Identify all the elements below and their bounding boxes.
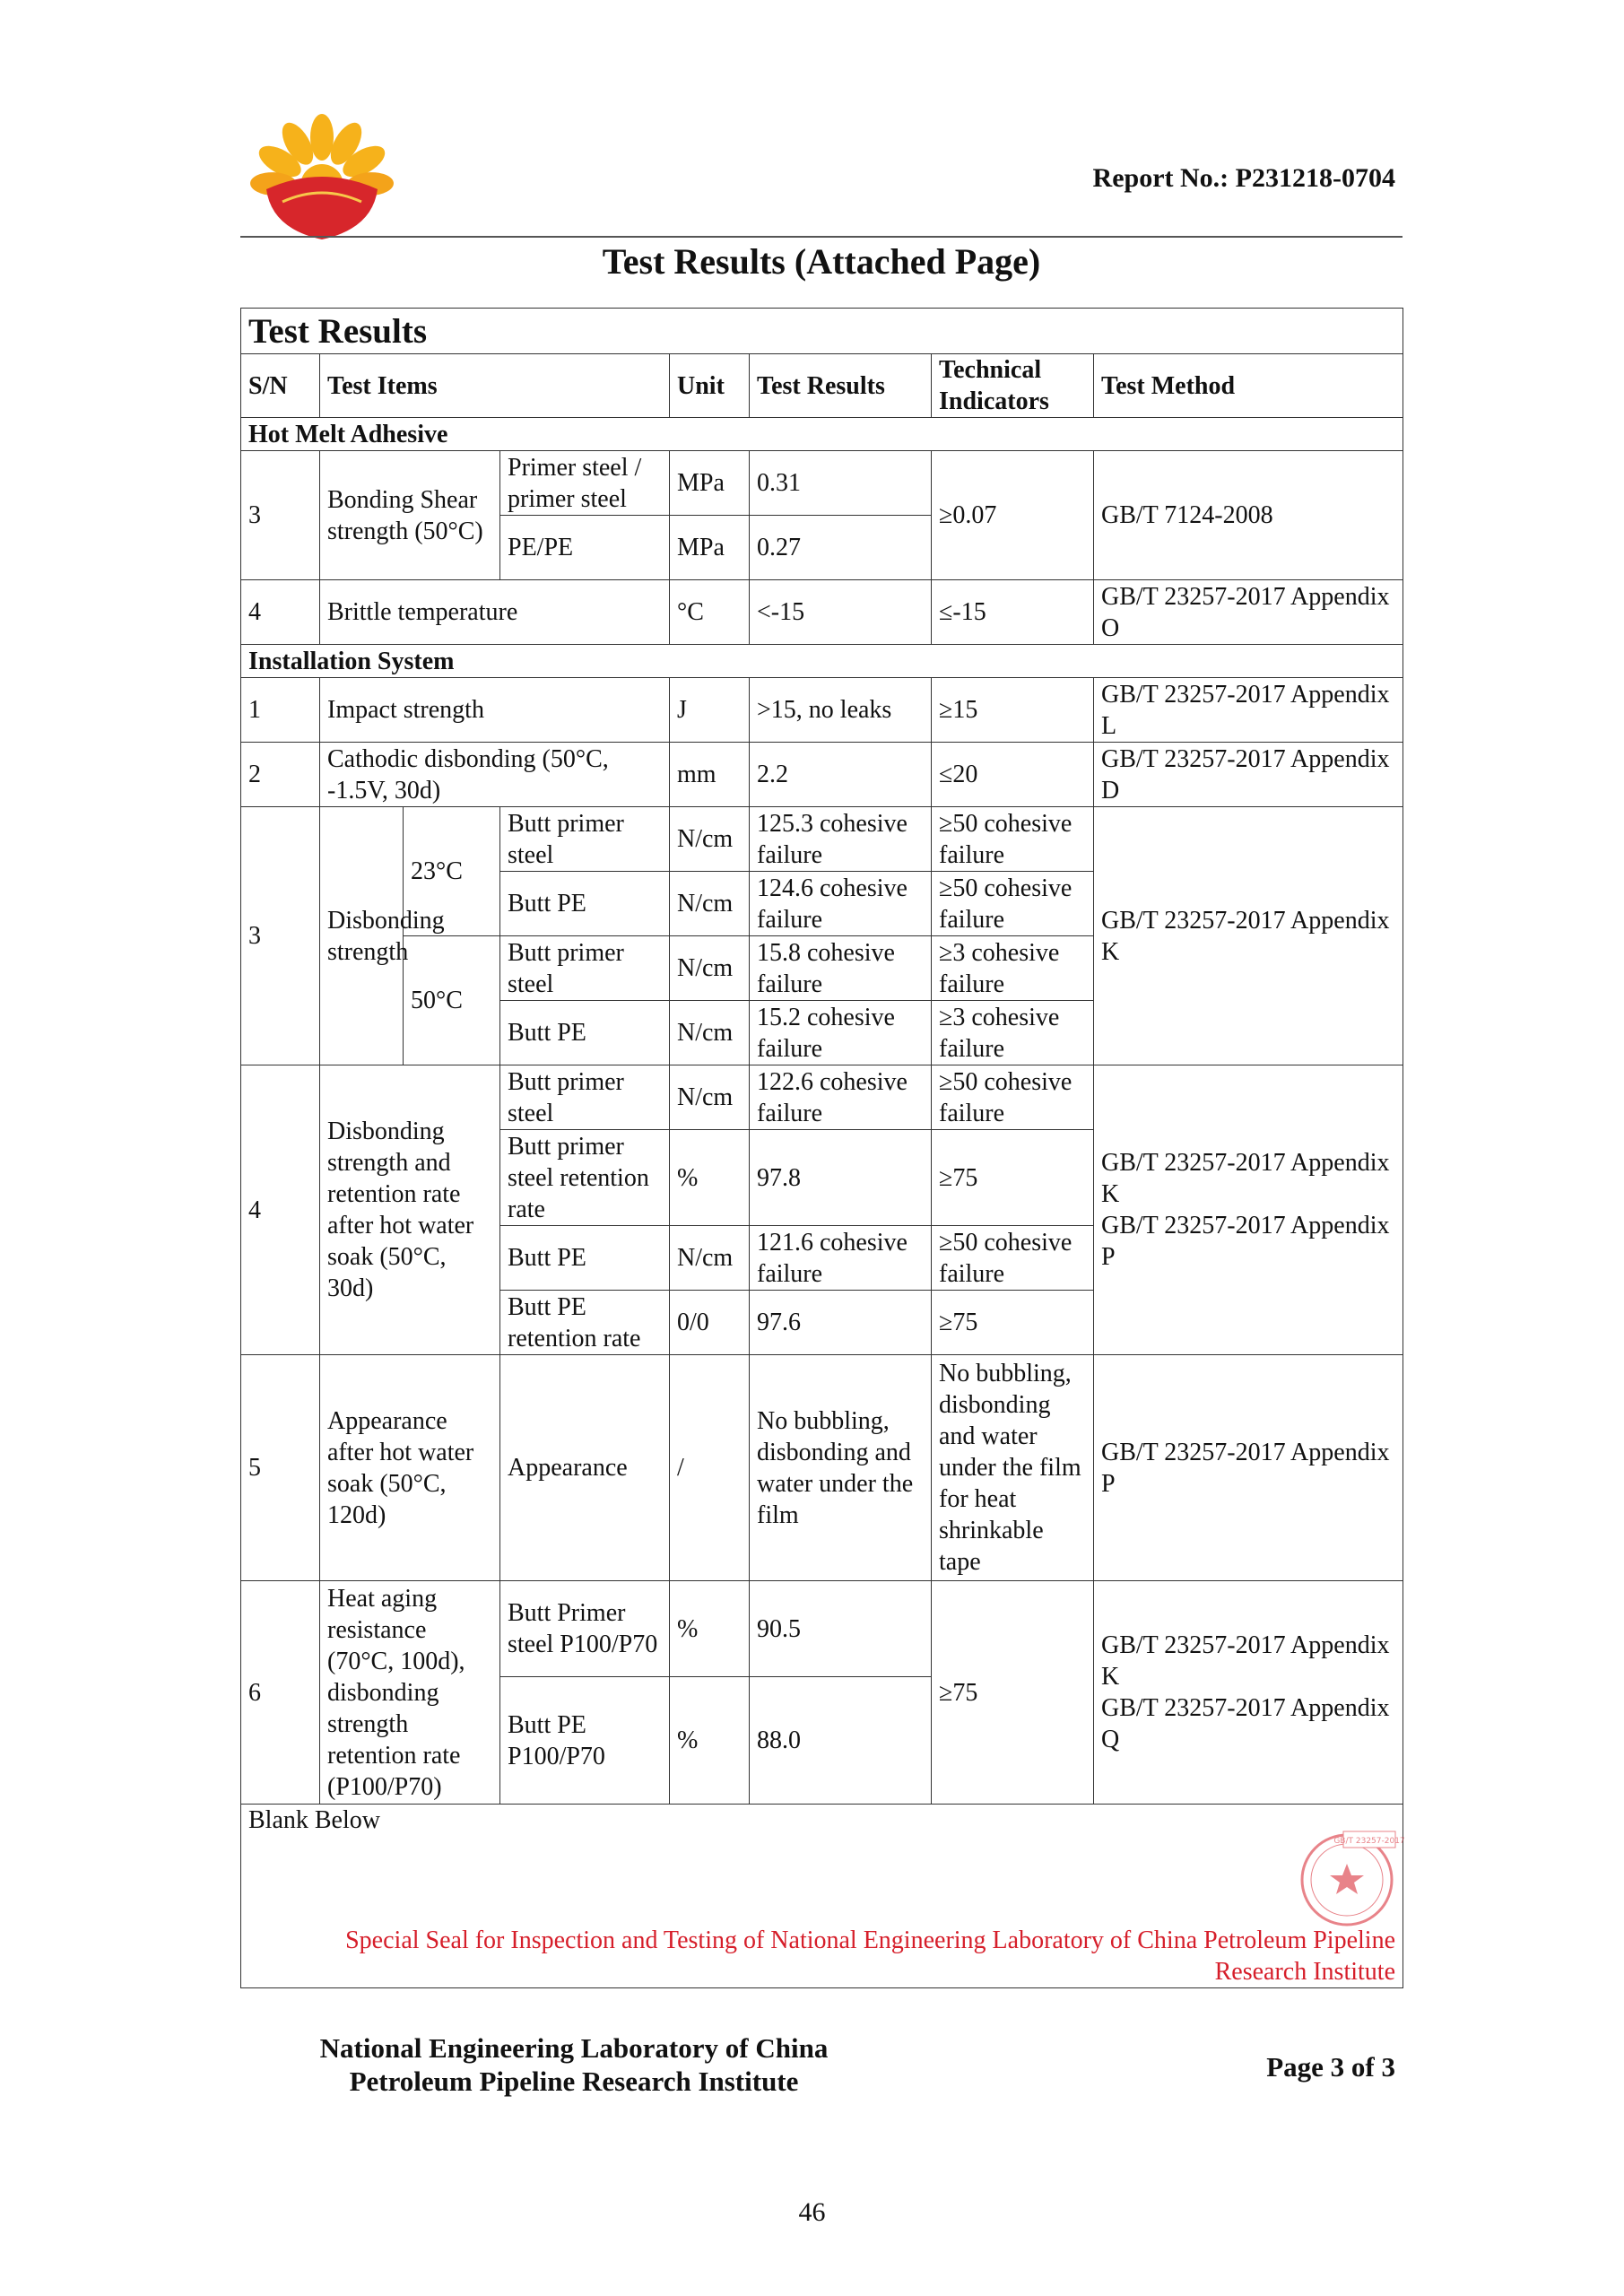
indicator-cell: ≥50 cohesive failure	[932, 1226, 1094, 1291]
row-sn: 1	[241, 678, 320, 743]
row-sn: 4	[241, 1065, 320, 1355]
row-sn: 6	[241, 1581, 320, 1805]
page-title: Test Results (Attached Page)	[602, 241, 1041, 282]
logo-base	[266, 177, 378, 239]
method-cell: GB/T 23257-2017 Appendix K	[1094, 807, 1403, 1065]
sub-item: Butt Primer steel P100/P70	[500, 1581, 670, 1677]
test-item: Appearance after hot water soak (50°C, 120d)	[320, 1355, 500, 1581]
test-item: Brittle temperature	[320, 580, 670, 645]
table-row	[241, 580, 1403, 645]
report-number: Report No.: P231218-0704	[1092, 163, 1395, 193]
sub-item: Butt PE retention rate	[500, 1291, 670, 1355]
footer-organization	[296, 2031, 852, 2098]
unit-cell: N/cm	[670, 872, 750, 936]
header-row	[241, 354, 1403, 418]
test-item: Cathodic disbonding (50°C, -1.5V, 30d)	[320, 743, 670, 807]
indicator-cell: ≥3 cohesive failure	[932, 1001, 1094, 1065]
method-cell	[1094, 1065, 1403, 1355]
section-hot-melt-adhesive: Hot Melt Adhesive	[241, 418, 1403, 451]
sub-item: Butt primer steel retention rate	[500, 1130, 670, 1226]
sub-item: Primer steel / primer steel	[500, 451, 670, 516]
table-row	[241, 1805, 1403, 1988]
result-cell: 97.6	[750, 1291, 932, 1355]
unit-cell: mm	[670, 743, 750, 807]
blank-below-label: Blank Below	[248, 1806, 380, 1834]
result-cell: 88.0	[750, 1677, 932, 1805]
unit-cell: %	[670, 1581, 750, 1677]
unit-cell: %	[670, 1677, 750, 1805]
result-cell: 2.2	[750, 743, 932, 807]
footer-org-line-2: Petroleum Pipeline Research Institute	[349, 2066, 799, 2097]
unit-cell: N/cm	[670, 1065, 750, 1130]
indicator-cell: ≥50 cohesive failure	[932, 872, 1094, 936]
indicator-cell: ≥15	[932, 678, 1094, 743]
unit-cell: %	[670, 1130, 750, 1226]
row-sn: 3	[241, 451, 320, 580]
table-row	[241, 807, 1403, 872]
col-header-test-items: Test Items	[320, 354, 670, 418]
method-line: GB/T 23257-2017 Appendix K	[1101, 1631, 1390, 1691]
result-cell: 15.8 cohesive failure	[750, 936, 932, 1001]
sub-item: Butt primer steel	[500, 1065, 670, 1130]
special-seal-note: Special Seal for Inspection and Testing of National Engineering Laboratory of China Petroleum Pipeline Research Institute	[345, 1926, 1395, 1986]
row-sn: 2	[241, 743, 320, 807]
unit-cell: N/cm	[670, 936, 750, 1001]
indicator-cell: ≤-15	[932, 580, 1094, 645]
col-header-unit: Unit	[670, 354, 750, 418]
temperature-cell: 50°C	[404, 936, 500, 1065]
col-header-test-method: Test Method	[1094, 354, 1403, 418]
indicator-cell: ≥75	[932, 1581, 1094, 1805]
col-header-sn: S/N	[241, 354, 320, 418]
sub-item: Appearance	[500, 1355, 670, 1581]
result-cell: 124.6 cohesive failure	[750, 872, 932, 936]
sub-item: Butt primer steel	[500, 807, 670, 872]
row-sn: 5	[241, 1355, 320, 1581]
test-results-table	[240, 308, 1403, 1988]
blank-below-cell	[241, 1805, 1403, 1988]
sub-item: Butt PE	[500, 1226, 670, 1291]
company-logo	[254, 112, 390, 242]
unit-cell: N/cm	[670, 1001, 750, 1065]
table-row	[241, 678, 1403, 743]
footer-org-line-1: National Engineering Laboratory of China	[319, 2032, 829, 2064]
unit-cell: J	[670, 678, 750, 743]
result-cell: 122.6 cohesive failure	[750, 1065, 932, 1130]
indicator-cell: ≥50 cohesive failure	[932, 1065, 1094, 1130]
result-cell: 15.2 cohesive failure	[750, 1001, 932, 1065]
page-number: 46	[798, 2197, 826, 2227]
unit-cell: /	[670, 1355, 750, 1581]
table-row	[241, 1581, 1403, 1677]
header-divider	[240, 236, 1403, 238]
method-cell	[1094, 1581, 1403, 1805]
unit-cell: N/cm	[670, 807, 750, 872]
unit-cell: 0/0	[670, 1291, 750, 1355]
indicator-cell: ≥3 cohesive failure	[932, 936, 1094, 1001]
col-header-test-results: Test Results	[750, 354, 932, 418]
test-item: Disbonding strength and retention rate after hot water soak (50°C, 30d)	[320, 1065, 500, 1355]
result-cell: 125.3 cohesive failure	[750, 807, 932, 872]
method-line: GB/T 23257-2017 Appendix Q	[1101, 1694, 1390, 1753]
table-row	[241, 451, 1403, 516]
unit-cell: °C	[670, 580, 750, 645]
row-sn: 3	[241, 807, 320, 1065]
method-line: GB/T 23257-2017 Appendix P	[1101, 1212, 1390, 1271]
method-line: GB/T 23257-2017 Appendix K	[1101, 1149, 1390, 1208]
sub-item: PE/PE	[500, 516, 670, 580]
table-row	[241, 743, 1403, 807]
indicator-cell: ≤20	[932, 743, 1094, 807]
indicator-cell: ≥50 cohesive failure	[932, 807, 1094, 872]
unit-cell: MPa	[670, 451, 750, 516]
indicator-cell: ≥75	[932, 1291, 1094, 1355]
method-cell: GB/T 23257-2017 Appendix P	[1094, 1355, 1403, 1581]
result-cell: 0.31	[750, 451, 932, 516]
result-cell: 90.5	[750, 1581, 932, 1677]
row-sn: 4	[241, 580, 320, 645]
test-item: Bonding Shear strength (50°C)	[320, 451, 500, 580]
result-cell: 121.6 cohesive failure	[750, 1226, 932, 1291]
indicator-cell: ≥0.07	[932, 451, 1094, 580]
section-installation-system: Installation System	[241, 645, 1403, 678]
indicator-cell: No bubbling, disbonding and water under the film for heat shrinkable tape	[932, 1355, 1094, 1581]
result-cell: <-15	[750, 580, 932, 645]
col-header-technical-indicators: Technical Indicators	[932, 354, 1094, 418]
test-item: Heat aging resistance (70°C, 100d), disbonding strength retention rate (P100/P70)	[320, 1581, 500, 1805]
sub-item: Butt primer steel	[500, 936, 670, 1001]
sub-item: Butt PE	[500, 1001, 670, 1065]
method-cell: GB/T 23257-2017 Appendix O	[1094, 580, 1403, 645]
footer-page-indicator: Page 3 of 3	[1266, 2051, 1395, 2083]
inspection-seal-stamp	[1297, 1830, 1405, 1930]
result-cell: 97.8	[750, 1130, 932, 1226]
method-cell: GB/T 23257-2017 Appendix D	[1094, 743, 1403, 807]
method-cell: GB/T 7124-2008	[1094, 451, 1403, 580]
sub-item: Butt PE P100/P70	[500, 1677, 670, 1805]
method-cell: GB/T 23257-2017 Appendix L	[1094, 678, 1403, 743]
indicator-cell: ≥75	[932, 1130, 1094, 1226]
result-cell: No bubbling, disbonding and water under the film	[750, 1355, 932, 1581]
unit-cell: N/cm	[670, 1226, 750, 1291]
table-caption: Test Results	[241, 309, 1403, 354]
test-item: Disbonding strength	[320, 807, 404, 1065]
result-cell: 0.27	[750, 516, 932, 580]
table-row	[241, 1355, 1403, 1581]
table-row	[241, 1065, 1403, 1130]
unit-cell: MPa	[670, 516, 750, 580]
sub-item: Butt PE	[500, 872, 670, 936]
seal-stamp-text: GB/T 23257-2017	[1333, 1837, 1405, 1846]
result-cell: >15, no leaks	[750, 678, 932, 743]
test-item: Impact strength	[320, 678, 670, 743]
temperature-cell: 23°C	[404, 807, 500, 936]
